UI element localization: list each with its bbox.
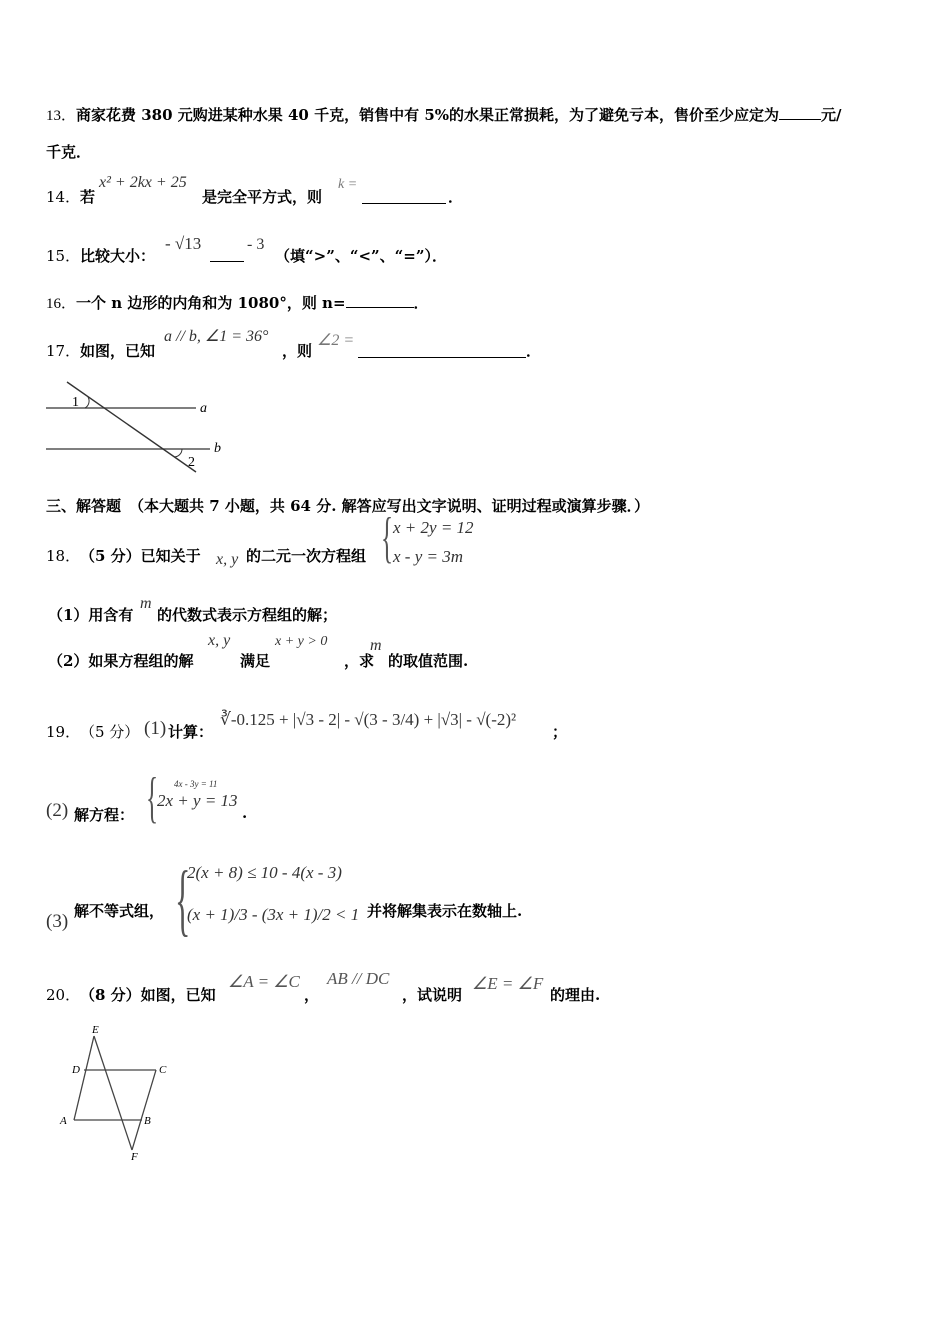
q18-part1-m: m <box>140 595 152 612</box>
q16-answer-blank[interactable] <box>346 293 414 308</box>
q15-end: （填“>”、“<”、“=”）． <box>275 247 447 265</box>
q20-end: 的理由. <box>550 986 601 1004</box>
angle-2-label: 2 <box>188 455 195 470</box>
segment-ef <box>94 1036 132 1150</box>
section3-heading <box>46 495 649 516</box>
q18-number: 18． <box>46 547 81 565</box>
q14-number: 14． <box>46 188 81 206</box>
q14-mid: 是完全平方式，则 <box>202 188 323 206</box>
q19-part3-brace: { <box>175 856 191 944</box>
q19-part2-end: . <box>242 804 248 822</box>
q14-var: k = <box>338 177 358 192</box>
q18-part1-end: 的代数式表示方程组的解； <box>157 606 338 624</box>
q18-part2-end: 的取值范围. <box>388 652 469 670</box>
q14-answer-blank[interactable] <box>362 189 446 208</box>
q15-pre: 比较大小： <box>80 247 156 265</box>
q18-part2-vars: x, y <box>208 632 231 649</box>
q15-left: - √13 <box>165 234 202 253</box>
q13-line1 <box>46 104 842 125</box>
angle-1-label: 1 <box>72 395 79 410</box>
q20-mid: ，试说明 <box>402 986 463 1004</box>
transversal <box>67 382 196 472</box>
section3-title: 三、解答题 <box>46 497 122 515</box>
q20-sep: ， <box>304 986 320 1004</box>
q19-part2-brace: { <box>146 767 159 829</box>
q19-score: （5 分） <box>80 723 140 741</box>
q19-part3-ineq2: (x + 1)/3 - (3x + 1)/2 < 1 <box>187 905 360 924</box>
q20-number: 20． <box>46 986 81 1004</box>
q19-part1-end: ； <box>552 723 568 741</box>
q17-figure <box>40 376 230 476</box>
q14-pre: 若 <box>80 188 96 206</box>
q18-eq1: x + 2y = 12 <box>393 518 474 537</box>
q17-answer-blank[interactable] <box>358 343 526 362</box>
q20-figure <box>52 1022 182 1167</box>
q17-end: ． <box>526 342 542 360</box>
q15-number: 15． <box>46 247 81 265</box>
q19-part3-ineq1: 2(x + 8) ≤ 10 - 4(x - 3) <box>187 863 342 882</box>
segment-cf <box>132 1070 156 1150</box>
q13-answer-blank[interactable] <box>779 105 821 120</box>
line-a-label: a <box>200 401 207 416</box>
q19-part3-label: (3) <box>46 911 69 932</box>
q14-end: ． <box>448 188 464 206</box>
q19-expression: ∛-0.125 + |√3 - 2| - √(3 - 3/4) + |√3| - √(-2)² <box>220 710 517 729</box>
q13-number: 13． <box>46 108 77 124</box>
q18-brace: { <box>381 507 394 569</box>
q20-cond1: ∠A = ∠C <box>228 972 300 991</box>
q15-right: - 3 <box>247 236 265 253</box>
angle-2-arc <box>174 449 182 457</box>
q18-part2-cond: x + y > 0 <box>275 634 328 649</box>
q18-part2-text: （2）如果方程组的解 <box>48 652 194 670</box>
q20-score: （8 分）如图，已知 <box>80 986 216 1004</box>
q13-unit: 元/ <box>821 106 842 124</box>
q18-score: （5 分）已知关于 <box>80 547 201 565</box>
q18-eq2: x - y = 3m <box>393 547 464 566</box>
q18-vars: x, y <box>216 551 239 568</box>
q19-part2-label: (2) <box>46 800 69 821</box>
point-e-label: E <box>92 1024 99 1036</box>
q15-answer-blank[interactable] <box>210 247 244 266</box>
q18-part1-text: （1）用含有 <box>48 606 134 624</box>
angle-1-arc <box>85 397 89 408</box>
q18-part2-mid: 满足 <box>240 652 271 670</box>
q17-pre: 如图，已知 <box>80 342 156 360</box>
q13-text: 商家花费 380 元购进某种水果 40 千克，销售中有 5%的水果正常损耗，为了避免亏本，售价至少应定为 <box>76 106 780 124</box>
q19-part3-text: 解不等式组， <box>74 902 165 920</box>
segment-ea <box>74 1036 94 1120</box>
section3-note: （本大题共 7 小题，共 64 分. 解答应写出文字说明、证明过程或演算步骤．） <box>129 497 650 515</box>
q19-number: 19． <box>46 723 81 741</box>
line-b-label: b <box>214 441 221 456</box>
q20-cond2: AB // DC <box>327 969 390 988</box>
q17-var: ∠2 = <box>317 332 355 349</box>
q16-number: 16． <box>46 296 77 312</box>
q16-end: ． <box>413 294 429 312</box>
q19-part3-end: 并将解集表示在数轴上. <box>367 902 523 920</box>
q19-part2-eq1: 4x - 3y = 11 <box>174 779 218 789</box>
q19-part1-text: 计算： <box>168 723 214 741</box>
q16-text: 一个 n 边形的内角和为 1080°，则 n= <box>76 294 346 312</box>
q16-line <box>46 292 429 313</box>
q19-part2-text: 解方程： <box>74 806 135 824</box>
q14-expression: x² + 2kx + 25 <box>99 174 187 191</box>
point-a-label: A <box>60 1115 67 1127</box>
q18-part1 <box>48 604 133 625</box>
q19-part2-eq2: 2x + y = 13 <box>157 791 238 810</box>
q17-number: 17． <box>46 342 81 360</box>
q20-cond3: ∠E = ∠F <box>472 974 544 993</box>
q13-line2: 千克． <box>46 143 92 161</box>
q18-part2-mid2: ，求 <box>344 652 375 670</box>
point-b-label: B <box>144 1115 151 1127</box>
q18-text: 的二元一次方程组 <box>246 547 367 565</box>
q18-part2-m: m <box>370 637 382 654</box>
q19-part1-label: (1) <box>144 718 167 739</box>
point-d-label: D <box>72 1064 80 1076</box>
q17-mid: ，则 <box>282 342 313 360</box>
q17-condition: a // b, ∠1 = 36° <box>164 328 269 345</box>
point-f-label: F <box>131 1151 138 1163</box>
point-c-label: C <box>159 1064 167 1076</box>
